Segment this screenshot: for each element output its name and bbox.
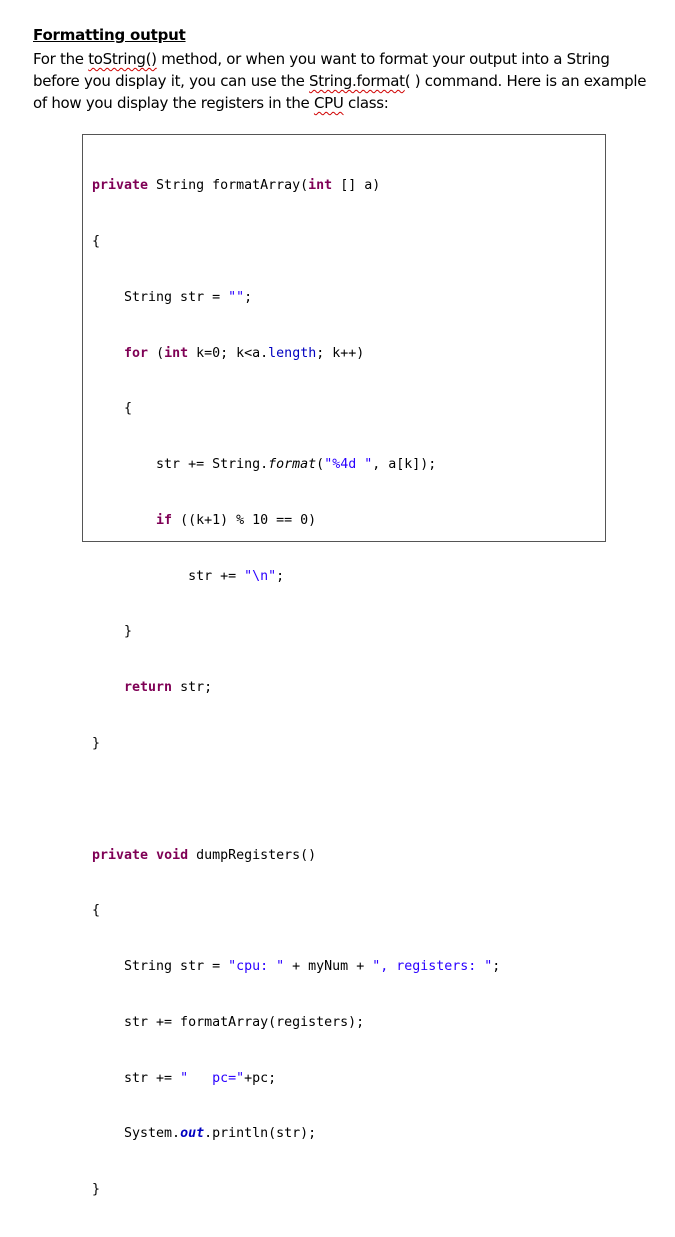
string-literal: ", registers: " [372,959,493,975]
keyword: private [92,847,149,863]
code-text: str += [92,568,245,584]
code-listing-box [82,134,606,1198]
code-text: String formatArray( [148,178,309,194]
code-text: dumpRegisters() [188,847,317,863]
code-line: { [92,401,133,417]
code-line: } [92,736,101,751]
code-line [92,177,500,196]
code-line: str += formatArray(registers); [92,1014,365,1030]
static-method: format [268,457,317,473]
code-text: ( [148,345,165,361]
code-text: ; [492,959,501,975]
para-text-3: ( ) command. Here is an example of how you display the registers in the [33,72,647,112]
code-line: } [92,624,133,640]
code-listing [92,140,500,1237]
string-literal: " pc=" [180,1070,245,1086]
code-text [92,513,156,528]
code-line [92,568,500,587]
para-text-2: method, or when you want to format your output into a String before you display it, you can use the [33,50,610,90]
code-text: ; k++) [316,345,365,361]
string-literal: "\n" [244,568,277,584]
code-text: System. [92,1126,181,1142]
string-format-term: String.format [309,72,405,90]
section-heading: Formatting output [33,26,186,44]
code-text: String str = [92,289,229,305]
code-text [148,848,156,863]
code-text: ((k+1) % 10 == 0) [172,512,317,528]
code-text: ; [276,568,285,584]
tostring-term: toString() [88,50,157,68]
para-text-4: class: [343,94,389,112]
code-line [92,456,500,475]
static-field: out [180,1126,205,1142]
keyword: return [124,680,173,696]
code-line [92,1070,500,1089]
keyword: private [92,178,149,194]
string-literal: "%4d " [324,457,373,473]
code-line: { [92,903,101,919]
code-text: str += String. [92,457,269,473]
code-text: k=0; k<a. [188,345,269,361]
code-text: [] a) [332,178,381,194]
code-line [92,679,500,698]
code-text: str += [92,1070,181,1086]
keyword: int [308,178,333,194]
code-line [92,791,500,810]
para-text-1: For the [33,50,89,68]
code-line [92,1125,500,1144]
code-line [92,958,500,977]
string-literal: "cpu: " [228,959,285,975]
code-text: +pc; [244,1070,277,1086]
code-line [92,289,500,308]
code-text: ; [244,289,253,305]
string-literal: "" [228,289,245,305]
keyword: if [156,512,173,528]
code-line [92,512,500,531]
cpu-term: CPU [313,94,344,112]
code-text [92,346,124,361]
code-line [92,345,500,364]
code-text: + myNum + [284,959,373,975]
code-line [92,847,500,866]
code-text: .println(str); [204,1126,317,1142]
code-text [92,680,124,695]
code-text: ( [316,457,325,473]
keyword: for [124,345,149,361]
keyword: void [156,847,189,863]
code-text: , a[k]); [372,457,437,473]
code-text: String str = [92,959,229,975]
keyword: int [164,345,189,361]
code-line: } [92,1182,101,1198]
intro-paragraph [33,48,653,114]
code-text: str; [172,680,213,696]
code-line: { [92,233,101,249]
field-name: length [268,345,317,361]
